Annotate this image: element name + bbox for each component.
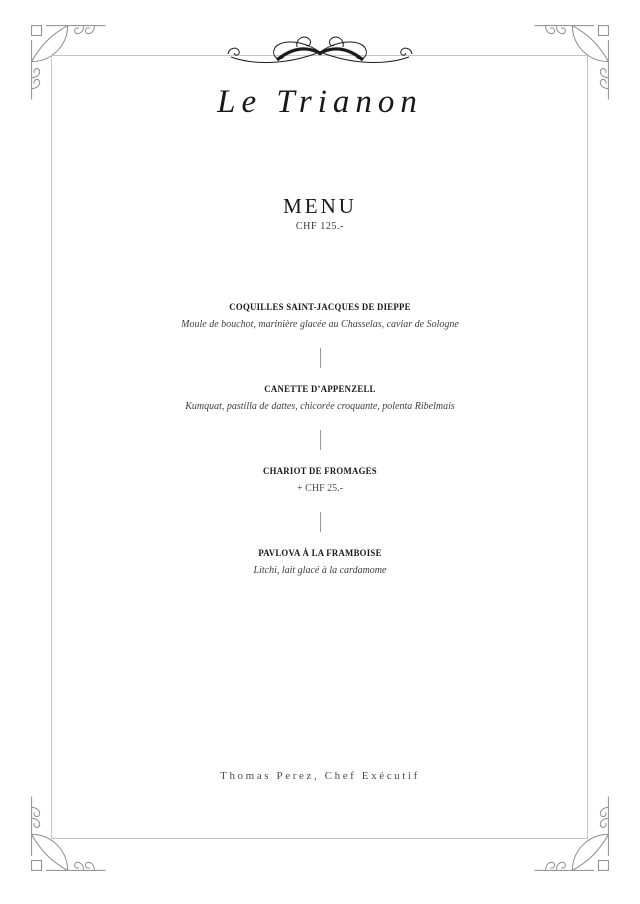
- corner-ornament-bottom-left-icon: [19, 793, 109, 883]
- course-divider: [320, 348, 321, 368]
- course-name: COQUILLES SAINT-JACQUES DE DIEPPE: [229, 303, 411, 313]
- course-list: [0, 302, 640, 578]
- course-item: [0, 384, 640, 414]
- chef-credit: Thomas Perez, Chef Exécutif: [220, 770, 420, 782]
- menu-price: CHF 125.-: [295, 221, 345, 232]
- course-name: PAVLOVA À LA FRAMBOISE: [258, 549, 382, 559]
- course-description: Kumquat, pastilla de dattes, chicorée croquante, polenta Ribelmais: [185, 401, 455, 412]
- course-divider: [320, 430, 321, 450]
- course-item: [0, 466, 640, 496]
- course-description: + CHF 25.-: [297, 483, 343, 494]
- corner-ornament-bottom-right-icon: [531, 793, 621, 883]
- course-item: [0, 302, 640, 332]
- course-divider: [320, 512, 321, 532]
- course-item: [0, 548, 640, 578]
- course-description: Moule de bouchot, marinière glacée au Chasselas, caviar de Sologne: [181, 319, 459, 330]
- restaurant-name: Le Trianon: [217, 84, 423, 120]
- course-description: Litchi, lait glacé à la cardamome: [253, 565, 387, 576]
- course-name: CANETTE D’APPENZELL: [264, 385, 376, 395]
- menu-heading: MENU: [283, 194, 357, 218]
- course-name: CHARIOT DE FROMAGES: [263, 467, 377, 477]
- calligraphic-flourish-icon: [225, 32, 415, 78]
